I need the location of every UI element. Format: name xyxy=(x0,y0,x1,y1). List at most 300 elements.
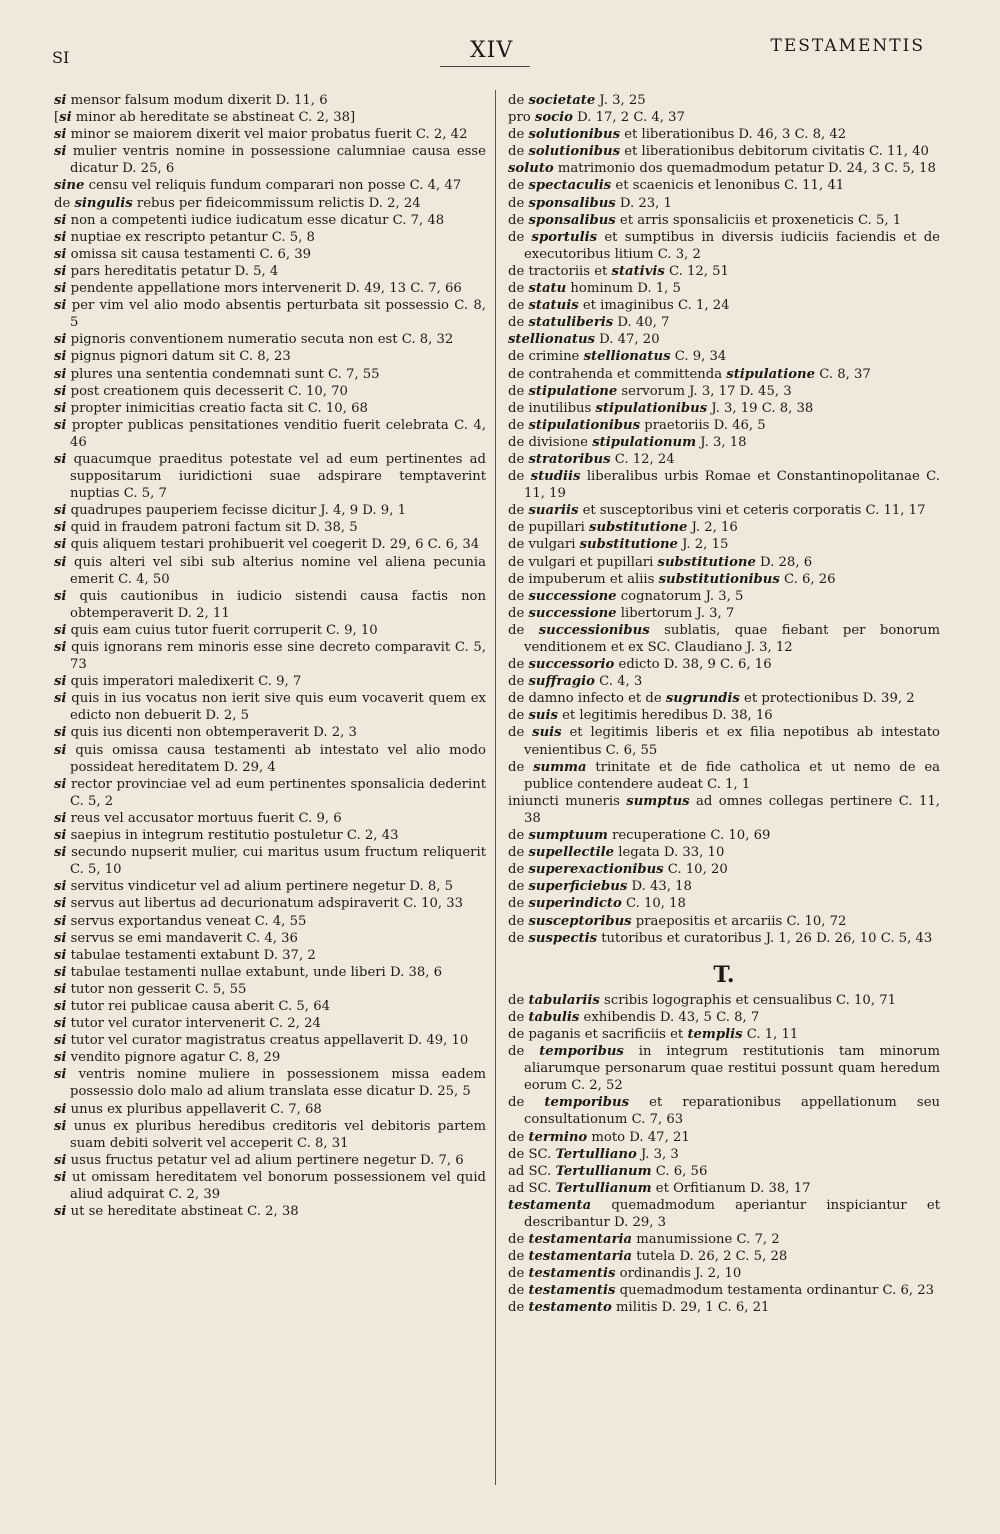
index-entry xyxy=(54,810,486,827)
entry-keyword: termino xyxy=(528,1129,588,1145)
entry-keyword: si xyxy=(54,947,67,963)
entry-reference: in integrum restitutionis tam minorum aliarumque personarum quae restitui possunt quam heredum eorum C. 2, 52 xyxy=(524,1044,940,1094)
entry-reference: quis in ius vocatus non ierit sive quis eum vocaverit quem ex edicto non debuerit D. 2, 5 xyxy=(66,691,486,724)
entry-keyword: substitutione xyxy=(657,554,756,570)
index-entry xyxy=(54,878,486,895)
entry-reference: pars hereditatis petatur D. 5, 4 xyxy=(66,263,279,279)
entry-keyword: si xyxy=(54,742,67,758)
index-entry xyxy=(54,229,486,246)
index-entry xyxy=(508,1009,940,1026)
index-entry xyxy=(54,673,486,690)
entry-reference: D. 23, 1 xyxy=(615,195,672,211)
index-entry xyxy=(54,212,486,229)
index-entry xyxy=(54,844,486,878)
entry-prefix: de xyxy=(508,451,529,467)
entry-prefix: de inutilibus xyxy=(508,400,596,416)
index-entry xyxy=(54,622,486,639)
entry-keyword: stipulationibus xyxy=(528,417,641,433)
entry-prefix: de xyxy=(508,417,529,433)
entry-keyword: si xyxy=(54,845,67,861)
entry-reference: hominum D. 1, 5 xyxy=(566,281,681,297)
index-entry xyxy=(508,1094,940,1128)
entry-reference: quid in fraudem patroni factum sit D. 38, 5 xyxy=(66,520,358,536)
entry-keyword: supellectile xyxy=(528,845,615,861)
entry-prefix: de xyxy=(508,708,529,724)
entry-reference: D. 28, 6 xyxy=(755,554,813,570)
index-entry xyxy=(54,195,486,212)
entry-prefix: de contrahenda et committenda xyxy=(508,366,727,382)
index-entry xyxy=(508,297,940,314)
entry-keyword: tabulariis xyxy=(528,992,600,1008)
index-entry xyxy=(508,844,940,861)
entry-keyword: si xyxy=(54,1101,67,1117)
entry-reference: et Orfitianum D. 38, 17 xyxy=(651,1180,811,1196)
entry-keyword: studiis xyxy=(530,469,581,485)
index-entry xyxy=(54,639,486,673)
index-entry xyxy=(508,1299,940,1316)
entry-keyword: si xyxy=(59,110,72,126)
entry-reference: J. 3, 3 xyxy=(636,1146,679,1162)
index-entry xyxy=(54,1066,486,1100)
entry-keyword: superexactionibus xyxy=(528,862,664,878)
entry-reference: manumissione C. 7, 2 xyxy=(632,1232,780,1248)
index-entry xyxy=(54,451,486,502)
index-entry xyxy=(508,280,940,297)
entry-keyword: societate xyxy=(528,93,596,108)
index-entry xyxy=(508,434,940,451)
entry-keyword: substitutionibus xyxy=(658,571,780,587)
index-entry xyxy=(54,502,486,519)
entry-keyword: solutionibus xyxy=(528,127,620,143)
entry-keyword: si xyxy=(54,1067,67,1083)
index-entry xyxy=(508,143,940,160)
index-entry xyxy=(508,468,940,502)
entry-keyword: testamento xyxy=(528,1300,612,1316)
entry-keyword: si xyxy=(54,1169,67,1185)
index-entry xyxy=(508,571,940,588)
index-entry xyxy=(508,1248,940,1265)
index-entry xyxy=(54,724,486,741)
entry-reference: unus ex pluribus heredibus creditoris vel debitoris partem suam debiti solverit vel acceperit C. 8, 31 xyxy=(66,1118,486,1151)
entry-keyword: si xyxy=(54,383,67,399)
entry-reference: minor ab hereditate se abstineat C. 2, 38] xyxy=(71,110,356,126)
left-column xyxy=(54,92,486,1220)
entry-reference: D. 47, 20 xyxy=(594,332,660,348)
entry-keyword: si xyxy=(54,263,67,279)
entry-keyword: singulis xyxy=(74,195,133,211)
entry-prefix: de xyxy=(508,992,529,1008)
entry-prefix: pro xyxy=(508,110,535,126)
entry-prefix: de xyxy=(508,1044,540,1060)
entry-reference: post creationem quis decesserit C. 10, 70 xyxy=(66,383,348,399)
entry-reference: edicto D. 38, 9 C. 6, 16 xyxy=(614,657,772,673)
entry-keyword: sumptus xyxy=(626,793,690,809)
entry-reference: scribis logographis et censualibus C. 10, 71 xyxy=(599,992,896,1008)
entry-prefix: de xyxy=(508,845,529,861)
index-entry xyxy=(54,776,486,810)
entry-reference: D. 17, 2 C. 4, 37 xyxy=(572,110,685,126)
entry-reference: quis ius dicenti non obtemperaverit D. 2, 3 xyxy=(66,725,357,741)
entry-prefix: de divisione xyxy=(508,434,593,450)
entry-reference: ordinandis J. 2, 10 xyxy=(615,1266,742,1282)
index-entry xyxy=(54,263,486,280)
entry-keyword: testamentaria xyxy=(528,1232,633,1248)
index-entry xyxy=(54,519,486,536)
entry-keyword: temporibus xyxy=(539,1044,624,1060)
entry-keyword: sugrundis xyxy=(665,691,740,707)
entry-keyword: si xyxy=(54,776,67,792)
running-head-right: TESTAMENTIS xyxy=(770,36,925,56)
entry-reference: C. 8, 37 xyxy=(815,366,871,382)
entry-keyword: stipulatione xyxy=(726,366,816,382)
entry-keyword: sine xyxy=(54,178,85,194)
entry-reference: per vim vel alio modo absentis perturbata sit possessio C. 8, 5 xyxy=(66,298,486,331)
index-entry xyxy=(54,1101,486,1118)
entry-reference: quis aliquem testari prohibuerit vel coegerit D. 29, 6 C. 6, 34 xyxy=(66,537,480,553)
entry-reference: et legitimis liberis et ex filia nepotibus ab intestato venientibus C. 6, 55 xyxy=(524,725,940,758)
index-entry xyxy=(54,417,486,451)
entry-prefix: de xyxy=(508,195,529,211)
entry-keyword: si xyxy=(54,298,67,314)
entry-keyword: si xyxy=(54,451,67,467)
entry-prefix: de xyxy=(508,913,529,929)
entry-keyword: soluto xyxy=(508,161,554,177)
entry-prefix: de xyxy=(508,930,529,946)
entry-reference: et imaginibus C. 1, 24 xyxy=(578,298,730,314)
index-entry xyxy=(54,895,486,912)
entry-keyword: stellionatus xyxy=(583,349,671,365)
index-entry xyxy=(508,673,940,690)
entry-reference: et sumptibus in diversis iudiciis faciendis et de executoribus litium C. 3, 2 xyxy=(524,229,940,262)
entry-keyword: successionibus xyxy=(538,622,650,638)
index-entry xyxy=(508,759,940,793)
entry-prefix: ad SC. xyxy=(508,1163,556,1179)
entry-prefix: de xyxy=(508,657,529,673)
entry-reference: exhibendis D. 43, 5 C. 8, 7 xyxy=(579,1009,760,1025)
entry-keyword: stratoribus xyxy=(528,451,611,467)
entry-reference: reus vel accusator mortuus fuerit C. 9, 6 xyxy=(66,810,342,826)
entry-prefix: de xyxy=(508,315,529,331)
entry-keyword: substitutione xyxy=(579,537,678,553)
entry-prefix: de xyxy=(508,879,529,895)
index-entry xyxy=(508,588,940,605)
entry-keyword: si xyxy=(54,640,67,655)
entry-reference: nuptiae ex rescripto petantur C. 5, 8 xyxy=(66,229,315,245)
index-entry xyxy=(508,451,940,468)
index-entry xyxy=(508,1265,940,1282)
entry-reference: et liberationibus D. 46, 3 C. 8, 42 xyxy=(620,127,847,143)
index-entry xyxy=(54,998,486,1015)
entry-reference: libertorum J. 3, 7 xyxy=(616,605,735,621)
index-entry xyxy=(508,992,940,1009)
entry-prefix: de xyxy=(508,127,529,143)
index-entry xyxy=(508,177,940,194)
index-entry xyxy=(54,964,486,981)
entry-keyword: Tertullianum xyxy=(555,1163,652,1179)
entry-reference: J. 3, 19 C. 8, 38 xyxy=(707,400,814,416)
entry-keyword: si xyxy=(54,1152,67,1168)
entry-prefix: de xyxy=(508,144,529,160)
entry-reference: pignoris conventionem numeratio secuta non est C. 8, 32 xyxy=(66,332,454,348)
entry-reference: non a competenti iudice iudicatum esse dicatur C. 7, 48 xyxy=(66,212,445,228)
entry-keyword: sponsalibus xyxy=(528,212,616,228)
entry-reference: militis D. 29, 1 C. 6, 21 xyxy=(611,1300,770,1316)
entry-reference: quacumque praeditus potestate vel ad eum pertinentes ad suppositarum iuridictioni suae adspirare temptaverint nuptias C. 5, 7 xyxy=(66,451,486,502)
entry-keyword: si xyxy=(54,828,67,844)
entry-keyword: suspectis xyxy=(528,930,598,946)
entry-keyword: stipulatione xyxy=(528,383,618,399)
entry-reference: C. 4, 3 xyxy=(594,674,643,690)
entry-keyword: temporibus xyxy=(544,1095,630,1111)
index-entry xyxy=(508,622,940,656)
entry-keyword: si xyxy=(54,366,67,382)
index-entry xyxy=(54,690,486,724)
entry-reference: et liberationibus debitorum civitatis C. 11, 40 xyxy=(620,144,929,160)
entry-prefix: de xyxy=(508,178,529,194)
entry-keyword: si xyxy=(54,127,67,143)
entry-keyword: templis xyxy=(687,1026,743,1042)
entry-keyword: si xyxy=(54,674,67,690)
index-entry xyxy=(508,314,940,331)
entry-prefix: de xyxy=(508,828,529,844)
right-column-s-entries xyxy=(508,92,940,947)
entry-reference: mulier ventris nomine in possessione calumniae causa esse dicatur D. 25, 6 xyxy=(66,144,486,177)
entry-keyword: si xyxy=(54,93,67,108)
page-number: XIV xyxy=(470,38,514,63)
entry-reference: moto D. 47, 21 xyxy=(587,1129,690,1145)
entry-reference: ut omissam hereditatem vel bonorum possessionem vel quid aliud adquirat C. 2, 39 xyxy=(66,1169,486,1202)
entry-reference: J. 3, 25 xyxy=(595,93,646,108)
entry-keyword: socio xyxy=(534,110,573,126)
entry-reference: ad omnes collegas pertinere C. 11, 38 xyxy=(524,793,940,826)
entry-reference: censu vel reliquis fundum comparari non posse C. 4, 47 xyxy=(84,178,462,194)
entry-prefix: de tractoriis et xyxy=(508,263,612,279)
index-entry xyxy=(54,109,486,126)
index-entry xyxy=(54,383,486,400)
index-entry xyxy=(508,930,940,947)
entry-reference: secundo nupserit mulier, cui maritus usum fructum reliquerit C. 5, 10 xyxy=(66,845,486,878)
right-column-t-entries xyxy=(508,992,940,1317)
entry-reference: ut se hereditate abstineat C. 2, 38 xyxy=(66,1204,299,1220)
entry-keyword: Tertulliano xyxy=(555,1146,637,1162)
entry-keyword: Tertullianum xyxy=(555,1180,652,1196)
entry-reference: C. 10, 20 xyxy=(663,862,728,878)
entry-keyword: testamentaria xyxy=(528,1249,633,1265)
entry-keyword: testamentis xyxy=(528,1266,616,1282)
entry-keyword: si xyxy=(54,896,67,912)
index-entry xyxy=(508,229,940,263)
index-entry xyxy=(508,1180,940,1197)
entry-prefix: de xyxy=(508,1300,529,1316)
index-entry xyxy=(54,246,486,263)
entry-reference: tutor rei publicae causa aberit C. 5, 64 xyxy=(66,998,330,1014)
entry-reference: C. 12, 51 xyxy=(664,263,729,279)
entry-keyword: suffragio xyxy=(528,674,595,690)
entry-reference: omissa sit causa testamenti C. 6, 39 xyxy=(66,246,312,262)
entry-reference: quemadmodum testamenta ordinantur C. 6, 23 xyxy=(615,1283,935,1299)
entry-keyword: tabulis xyxy=(528,1009,580,1025)
entry-keyword: substitutione xyxy=(589,520,688,536)
entry-prefix: de xyxy=(508,588,529,604)
index-entry xyxy=(508,160,940,177)
entry-prefix: de impuberum et aliis xyxy=(508,571,659,587)
entry-keyword: testamentis xyxy=(528,1283,616,1299)
entry-reference: praetoriis D. 46, 5 xyxy=(640,417,766,433)
entry-keyword: si xyxy=(54,144,67,160)
entry-reference: vendito pignore agatur C. 8, 29 xyxy=(66,1050,281,1066)
entry-prefix: ad SC. xyxy=(508,1180,556,1196)
index-entry xyxy=(508,331,940,348)
entry-keyword: si xyxy=(54,964,67,980)
index-entry xyxy=(54,1169,486,1203)
entry-reference: C. 9, 34 xyxy=(670,349,727,365)
entry-keyword: si xyxy=(54,537,67,553)
entry-reference: mensor falsum modum dixerit D. 11, 6 xyxy=(66,93,328,108)
entry-keyword: si xyxy=(54,1016,67,1032)
entry-keyword: suis xyxy=(532,725,562,741)
index-entry xyxy=(54,297,486,331)
entry-prefix: de xyxy=(508,896,529,912)
entry-prefix: de xyxy=(508,503,529,519)
entry-reference: quis ignorans rem minoris esse sine decreto comparavit C. 5, 73 xyxy=(66,640,486,673)
index-entry xyxy=(54,177,486,194)
entry-reference: tutor vel curator magistratus creatus appellaverit D. 49, 10 xyxy=(66,1033,469,1049)
entry-reference: trinitate et de fide catholica et ut nemo de ea publice contendere audeat C. 1, 1 xyxy=(524,759,940,792)
entry-keyword: sumptuum xyxy=(528,828,608,844)
entry-prefix: de pupillari xyxy=(508,520,590,536)
entry-keyword: si xyxy=(54,810,67,826)
entry-reference: C. 6, 56 xyxy=(651,1163,708,1179)
entry-reference: plures una sententia condemnati sunt C. 7, 55 xyxy=(66,366,380,382)
entry-keyword: suis xyxy=(528,708,558,724)
entry-prefix: de xyxy=(508,725,533,741)
entry-reference: unus ex pluribus appellaverit C. 7, 68 xyxy=(66,1101,322,1117)
entry-reference: usus fructus petatur vel ad alium pertinere negetur D. 7, 6 xyxy=(66,1152,464,1168)
entry-reference: J. 2, 16 xyxy=(687,520,738,536)
entry-reference: D. 43, 18 xyxy=(627,879,692,895)
entry-keyword: stipulationum xyxy=(592,434,697,450)
entry-reference: servus se emi mandaverit C. 4, 36 xyxy=(66,930,298,946)
entry-prefix: de xyxy=(54,195,75,211)
entry-reference: tabulae testamenti extabunt D. 37, 2 xyxy=(66,947,316,963)
index-entry xyxy=(508,519,940,536)
index-entry xyxy=(508,878,940,895)
entry-reference: tabulae testamenti nullae extabunt, unde liberi D. 38, 6 xyxy=(66,964,443,980)
index-entry xyxy=(54,143,486,177)
entry-reference: ventris nomine muliere in possessionem missa eadem possessio dolo malo ad alium translata esse dicatur D. 25, 5 xyxy=(66,1067,486,1100)
entry-prefix: de xyxy=(508,759,534,775)
index-entry xyxy=(54,1118,486,1152)
entry-reference: saepius in integrum restitutio postuletur C. 2, 43 xyxy=(66,828,399,844)
entry-reference: D. 40, 7 xyxy=(613,315,670,331)
entry-reference: tutor non gesserit C. 5, 55 xyxy=(66,981,247,997)
entry-prefix: de vulgari xyxy=(508,537,580,553)
entry-reference: servorum J. 3, 17 D. 45, 3 xyxy=(617,383,792,399)
index-entry xyxy=(54,554,486,588)
entry-reference: legata D. 33, 10 xyxy=(614,845,725,861)
index-entry xyxy=(54,981,486,998)
entry-prefix: [ xyxy=(54,110,60,126)
entry-prefix: de xyxy=(508,1095,545,1111)
entry-keyword: si xyxy=(54,400,67,416)
entry-keyword: si xyxy=(54,554,67,570)
entry-reference: J. 3, 18 xyxy=(696,434,747,450)
entry-prefix: de xyxy=(508,1283,529,1299)
running-head-left: SI xyxy=(52,48,70,67)
entry-keyword: stellionatus xyxy=(508,332,595,348)
entry-reference: minor se maiorem dixerit vel maior probatus fuerit C. 2, 42 xyxy=(66,127,468,143)
index-entry xyxy=(508,92,940,109)
entry-reference: servitus vindicetur vel ad alium pertinere negetur D. 8, 5 xyxy=(66,879,454,895)
index-entry xyxy=(54,366,486,383)
index-entry xyxy=(54,536,486,553)
entry-prefix: de SC. xyxy=(508,1146,556,1162)
entry-reference: C. 6, 26 xyxy=(779,571,836,587)
index-entry xyxy=(508,1231,940,1248)
entry-reference: cognatorum J. 3, 5 xyxy=(616,588,744,604)
entry-keyword: si xyxy=(54,520,67,536)
entry-reference: quis omissa causa testamenti ab intestato vel alio modo possideat hereditatem D. 29, 4 xyxy=(66,742,486,775)
entry-prefix: de xyxy=(508,1232,529,1248)
entry-prefix: de xyxy=(508,383,529,399)
entry-keyword: statuis xyxy=(528,298,579,314)
index-entry xyxy=(54,92,486,109)
entry-prefix: de xyxy=(508,1129,529,1145)
index-entry xyxy=(508,126,940,143)
index-entry xyxy=(508,1043,940,1094)
index-entry xyxy=(508,656,940,673)
index-entry xyxy=(54,1015,486,1032)
entry-reference: pendente appellatione mors intervenerit D. 49, 13 C. 7, 66 xyxy=(66,281,462,297)
entry-keyword: si xyxy=(54,1204,67,1220)
index-entry xyxy=(54,930,486,947)
index-entry xyxy=(508,913,940,930)
entry-reference: recuperatione C. 10, 69 xyxy=(607,828,771,844)
entry-keyword: susceptoribus xyxy=(528,913,632,929)
entry-keyword: testamenta xyxy=(508,1197,592,1213)
entry-reference: et protectionibus D. 39, 2 xyxy=(739,691,915,707)
entry-keyword: si xyxy=(54,1033,67,1049)
section-letter: T. xyxy=(713,961,735,988)
entry-keyword: si xyxy=(54,1118,67,1134)
entry-keyword: si xyxy=(54,981,67,997)
entry-reference: C. 10, 18 xyxy=(621,896,686,912)
index-entry xyxy=(508,827,940,844)
entry-prefix: de xyxy=(508,1266,529,1282)
entry-keyword: si xyxy=(54,879,67,895)
entry-reference: propter inimicitias creatio facta sit C. 10, 68 xyxy=(66,400,368,416)
entry-prefix: de xyxy=(508,674,529,690)
index-entry xyxy=(54,348,486,365)
index-entry xyxy=(508,212,940,229)
index-entry xyxy=(508,1129,940,1146)
entry-reference: propter publicas pensitationes venditio fuerit celebrata C. 4, 46 xyxy=(66,417,486,450)
index-entry xyxy=(54,947,486,964)
entry-keyword: superficiebus xyxy=(528,879,628,895)
entry-reference: C. 1, 11 xyxy=(742,1026,799,1042)
entry-keyword: successione xyxy=(528,588,617,604)
index-entry xyxy=(54,1032,486,1049)
entry-reference: liberalibus urbis Romae et Constantinopolitanae C. 11, 19 xyxy=(524,469,940,502)
entry-prefix: de xyxy=(508,862,529,878)
index-entry xyxy=(508,348,940,365)
entry-keyword: si xyxy=(54,913,67,929)
entry-reference: quis imperatori maledixerit C. 9, 7 xyxy=(66,674,302,690)
entry-prefix: de xyxy=(508,1249,529,1265)
index-entry xyxy=(54,1152,486,1169)
index-entry xyxy=(508,1197,940,1231)
entry-keyword: statuliberis xyxy=(528,315,614,331)
